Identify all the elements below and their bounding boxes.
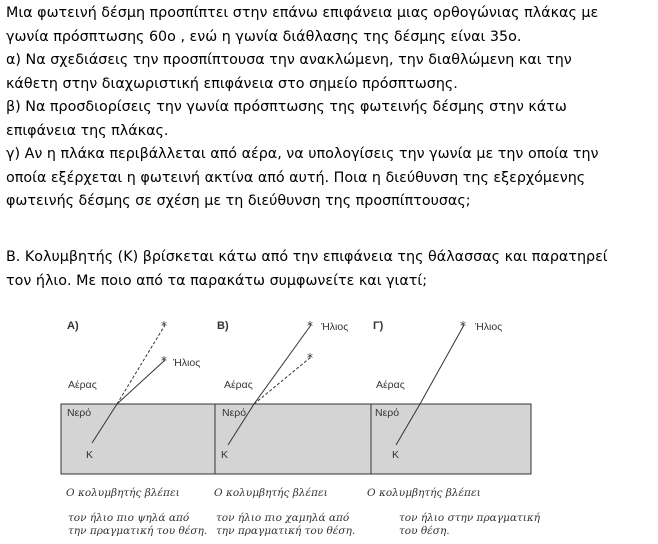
panel-a-swimmer-label: Κ <box>86 449 94 461</box>
panel-b-caption-3: την πραγματική του θέση. <box>216 525 356 537</box>
panel-b-caption-2: τον ήλιο πιο χαμηλά από <box>216 512 350 524</box>
problem-a-line-5: β) Να προσδιορίσεις την γωνία πρόσπτωσης της φωτεινής δέσμης στην κάτω <box>6 99 567 115</box>
panel-a-sun-label: Ήλιος <box>173 357 201 369</box>
panel-c-caption-3: του θέση. <box>399 525 450 537</box>
panel-a-water-label: Νερό <box>67 407 92 419</box>
problem-a-line-7: γ) Αν η πλάκα περιβάλλεται από αέρα, να υπολογίσεις την γωνία με την οποία την <box>6 146 599 162</box>
panel-c-air-label: Αέρας <box>376 379 405 391</box>
panel-b-swimmer-label: Κ <box>221 449 229 461</box>
panel-b-air-label: Αέρας <box>224 379 253 391</box>
panel-a-apparent-ray <box>117 325 165 404</box>
panel-c-sun-label: Ήλιος <box>475 321 503 333</box>
panel-b-caption-1: Ο κολυμβητής βλέπει <box>214 487 328 499</box>
panel-b-water-label: Νερό <box>222 407 247 419</box>
panel-a-apparent-sun-icon: * <box>161 319 167 333</box>
panel-a-air-label: Αέρας <box>68 379 97 391</box>
refraction-figure <box>0 300 658 544</box>
panel-c-real-ray <box>420 325 464 404</box>
panel-a-caption-2: τον ήλιο πιο ψηλά από <box>68 512 190 524</box>
problem-a-line-2: γωνία πρόσπτωσης 60ο , ενώ η γωνία διάθλασης της δέσμης είναι 35ο. <box>6 28 522 45</box>
problem-a-line-1: Μια φωτεινή δέσμη προσπίπτει στην επάνω επιφάνεια μιας ορθογώνιας πλάκας με <box>6 5 599 21</box>
problem-a-line-6: επιφάνεια της πλάκας. <box>6 122 169 139</box>
panel-c-caption-2: τον ήλιο στην πραγματική <box>399 512 541 524</box>
panel-c-swimmer-label: Κ <box>392 449 400 461</box>
problem-b-line-1: Β. Κολυμβητής (Κ) βρίσκεται κάτω από την επιφάνεια της θάλασσας και παρατηρεί <box>6 249 608 265</box>
panel-a-real-ray <box>117 360 165 404</box>
water-region <box>61 404 531 474</box>
panel-c-sun-icon: * <box>460 319 466 333</box>
panel-b-id: B) <box>217 320 229 332</box>
panel-b-sun-icon: * <box>307 319 313 333</box>
panel-c-water-label: Νερό <box>375 407 400 419</box>
problem-a-line-4: κάθετη στην διαχωριστική επιφάνεια στο σημείο πρόσπτωσης. <box>6 75 458 92</box>
panel-a-caption-1: Ο κολυμβητής βλέπει <box>66 487 180 499</box>
problem-a-line-9: φωτεινής δέσμης σε σχέση με τη διεύθυνση της προσπίπτουσας; <box>6 193 471 209</box>
panel-a-caption-3: την πραγματική του θέση. <box>68 525 208 537</box>
panel-a-id: A) <box>67 320 79 332</box>
problem-a-line-8: οποία εξέρχεται η φωτεινή ακτίνα από αυτή. Ποια η διεύθυνση της εξερχόμενης <box>6 169 586 186</box>
problem-a-text <box>6 2 654 214</box>
panel-c-caption-1: Ο κολυμβητής βλέπει <box>367 487 481 499</box>
panel-b-sun-label: Ήλιος <box>321 321 349 333</box>
panel-c-id: Γ) <box>373 320 384 332</box>
problem-a-line-3: α) Να σχεδιάσεις την προσπίπτουσα την ανακλώμενη, την διαθλώμενη και την <box>6 52 572 68</box>
panel-a-sun-icon: * <box>161 354 167 368</box>
problem-b-text <box>6 246 654 293</box>
problem-b-line-2: τον ήλιο. Με ποιο από τα παρακάτω συμφωνείτε και γιατί; <box>6 272 428 289</box>
panel-b-apparent-sun-icon: * <box>307 351 313 365</box>
